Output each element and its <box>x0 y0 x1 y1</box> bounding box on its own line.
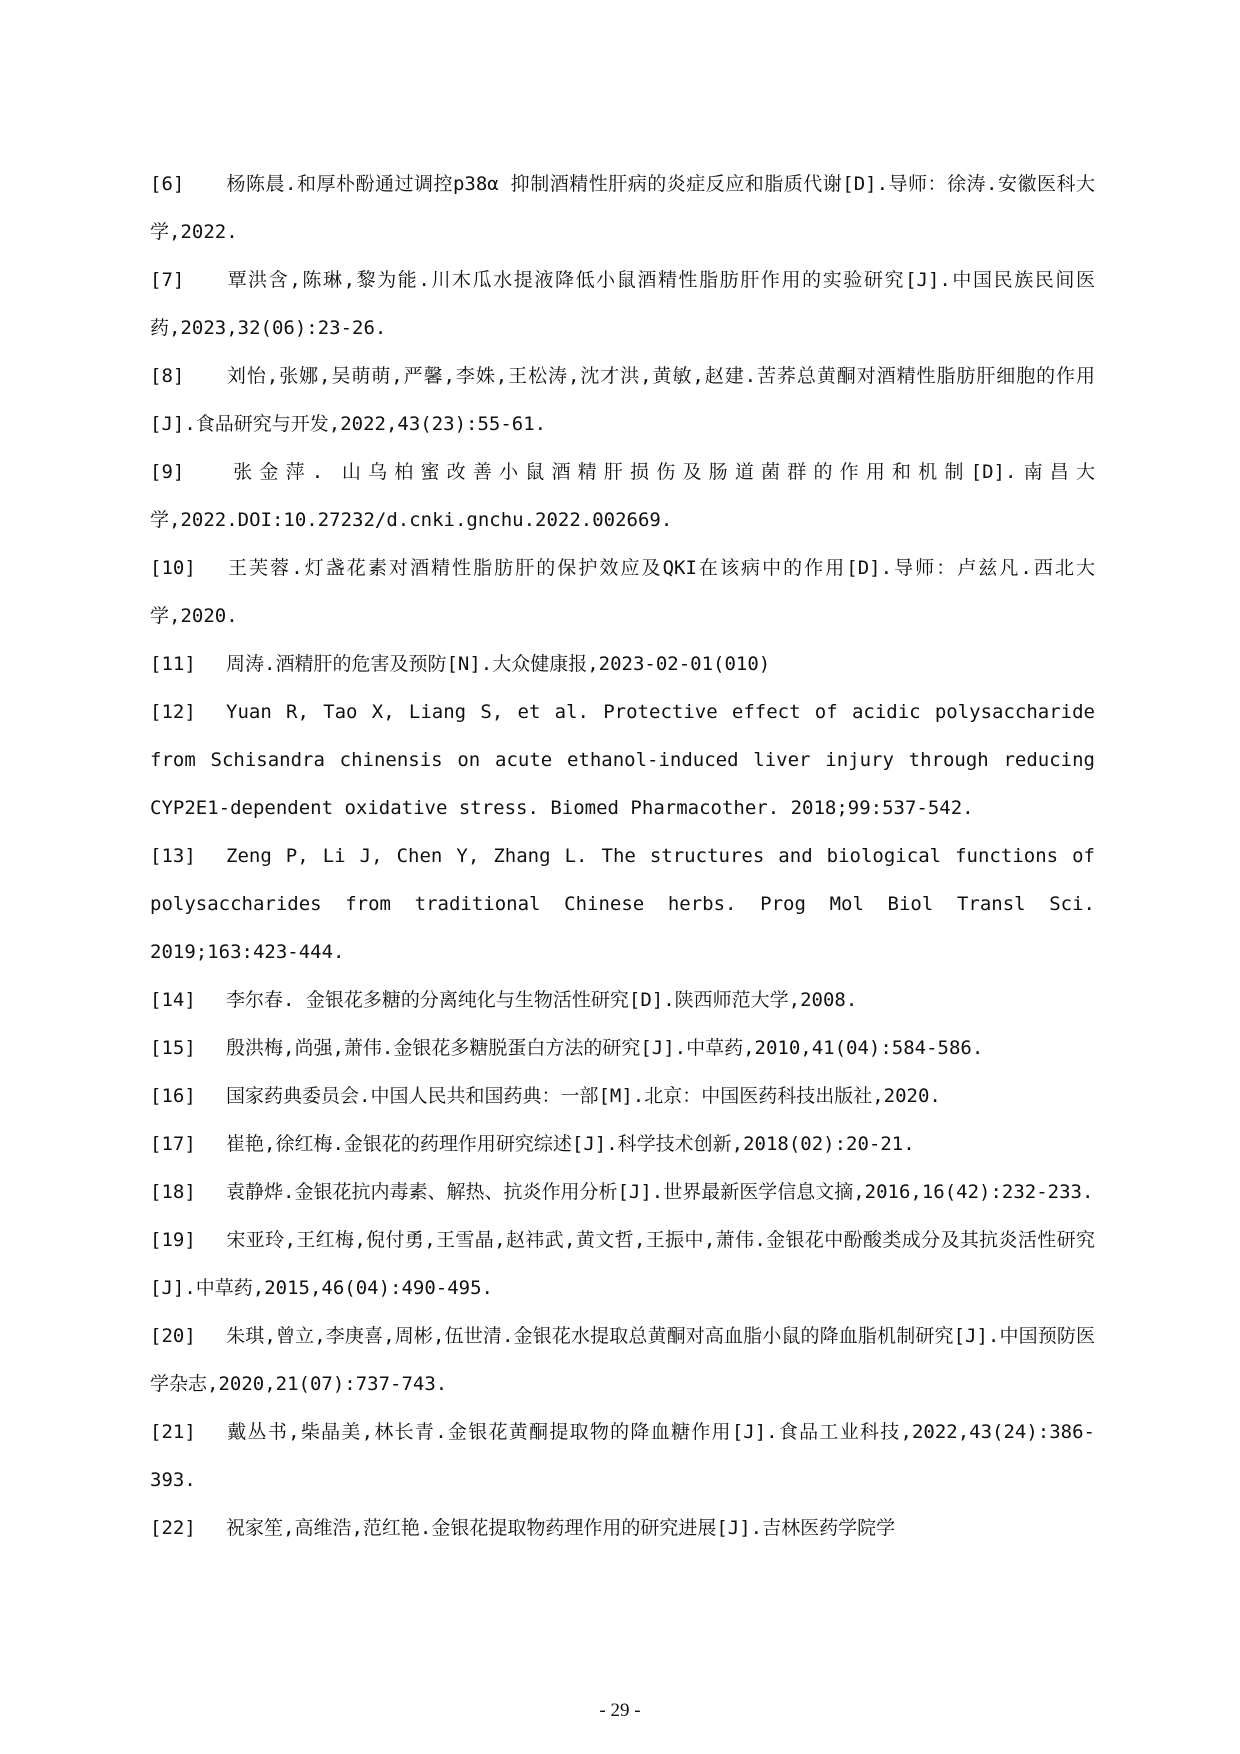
reference-text: 宋亚玲,王红梅,倪付勇,王雪晶,赵祎武,黄文哲,王振中,萧伟.金银花中酚酸类成分及其抗炎活性研究[J].中草药,2015,46(04):490-495. <box>150 1229 1095 1299</box>
reference-text: 殷洪梅,尚强,萧伟.金银花多糖脱蛋白方法的研究[J].中草药,2010,41(04):584-586. <box>226 1037 984 1059</box>
reference-text: 张金萍. 山乌柏蜜改善小鼠酒精肝损伤及肠道菌群的作用和机制[D].南昌大学,2022.DOI:10.27232/d.cnki.gnchu.2022.002669. <box>150 461 1095 531</box>
reference-number: [14] <box>150 989 196 1011</box>
reference-item <box>150 1168 1095 1216</box>
reference-item <box>150 1312 1095 1408</box>
reference-text: 国家药典委员会.中国人民共和国药典：一部[M].北京：中国医药科技出版社,2020. <box>226 1085 941 1107</box>
reference-item <box>150 544 1095 640</box>
reference-text: 李尔春. 金银花多糖的分离纯化与生物活性研究[D].陕西师范大学,2008. <box>226 989 858 1011</box>
reference-item <box>150 1120 1095 1168</box>
reference-text: 王芙蓉.灯盏花素对酒精性脂肪肝的保护效应及QKI在该病中的作用[D].导师：卢兹凡.西北大学,2020. <box>150 557 1095 627</box>
reference-number: [13] <box>150 845 196 867</box>
reference-number: [10] <box>150 557 196 579</box>
reference-text: 戴丛书,柴晶美,林长青.金银花黄酮提取物的降血糖作用[J].食品工业科技,2022,43(24):386-393. <box>150 1421 1095 1491</box>
reference-list <box>150 160 1095 1552</box>
reference-number: [9] <box>150 461 185 483</box>
reference-text: 刘怡,张娜,吴萌萌,严馨,李姝,王松涛,沈才洪,黄敏,赵建.苦荞总黄酮对酒精性脂肪肝细胞的作用[J].食品研究与开发,2022,43(23):55-61. <box>150 365 1095 435</box>
reference-item <box>150 832 1095 976</box>
reference-number: [17] <box>150 1133 196 1155</box>
reference-text: Zeng P, Li J, Chen Y, Zhang L. The structures and biological functions of polysaccharides from traditional Chinese herbs. Prog Mol Biol Transl Sci. 2019;163:423-444. <box>150 845 1095 963</box>
reference-text: 朱琪,曾立,李庚喜,周彬,伍世清.金银花水提取总黄酮对高血脂小鼠的降血脂机制研究[J].中国预防医学杂志,2020,21(07):737-743. <box>150 1325 1095 1395</box>
reference-item <box>150 1408 1095 1504</box>
reference-number: [12] <box>150 701 196 723</box>
reference-item <box>150 1504 1095 1552</box>
reference-text: 祝家笙,高维浩,范红艳.金银花提取物药理作用的研究进展[J].吉林医药学院学 <box>226 1517 896 1539</box>
reference-number: [19] <box>150 1229 196 1251</box>
reference-text: Yuan R, Tao X, Liang S, et al. Protective effect of acidic polysaccharide from Schisandra chinensis on acute ethanol-induced liver injury through reducing CYP2E1-dependent oxidative stress. Biomed Pharmacother. 2018;99:537-542. <box>150 701 1095 819</box>
reference-item <box>150 448 1095 544</box>
reference-item <box>150 688 1095 832</box>
reference-number: [21] <box>150 1421 196 1443</box>
page-number: - 29 - <box>599 1700 641 1721</box>
reference-text: 周涛.酒精肝的危害及预防[N].大众健康报,2023-02-01(010) <box>226 653 771 675</box>
reference-number: [16] <box>150 1085 196 1107</box>
reference-item <box>150 976 1095 1024</box>
reference-number: [7] <box>150 269 185 291</box>
reference-item <box>150 1072 1095 1120</box>
reference-text: 覃洪含,陈琳,黎为能.川木瓜水提液降低小鼠酒精性脂肪肝作用的实验研究[J].中国民族民间医药,2023,32(06):23-26. <box>150 269 1095 339</box>
reference-item <box>150 352 1095 448</box>
reference-text: 袁静烨.金银花抗内毒素、解热、抗炎作用分析[J].世界最新医学信息文摘,2016,16(42):232-233. <box>226 1181 1094 1203</box>
reference-item <box>150 1216 1095 1312</box>
reference-number: [18] <box>150 1181 196 1203</box>
reference-text: 崔艳,徐红梅.金银花的药理作用研究综述[J].科学技术创新,2018(02):20-21. <box>226 1133 915 1155</box>
reference-text: 杨陈晨.和厚朴酚通过调控p38α 抑制酒精性肝病的炎症反应和脂质代谢[D].导师：徐涛.安徽医科大学,2022. <box>150 173 1095 243</box>
reference-number: [6] <box>150 173 185 195</box>
reference-item <box>150 160 1095 256</box>
reference-item <box>150 1024 1095 1072</box>
reference-number: [8] <box>150 365 185 387</box>
reference-item <box>150 640 1095 688</box>
reference-item <box>150 256 1095 352</box>
reference-number: [11] <box>150 653 196 675</box>
reference-number: [20] <box>150 1325 196 1347</box>
reference-number: [15] <box>150 1037 196 1059</box>
reference-number: [22] <box>150 1517 196 1539</box>
